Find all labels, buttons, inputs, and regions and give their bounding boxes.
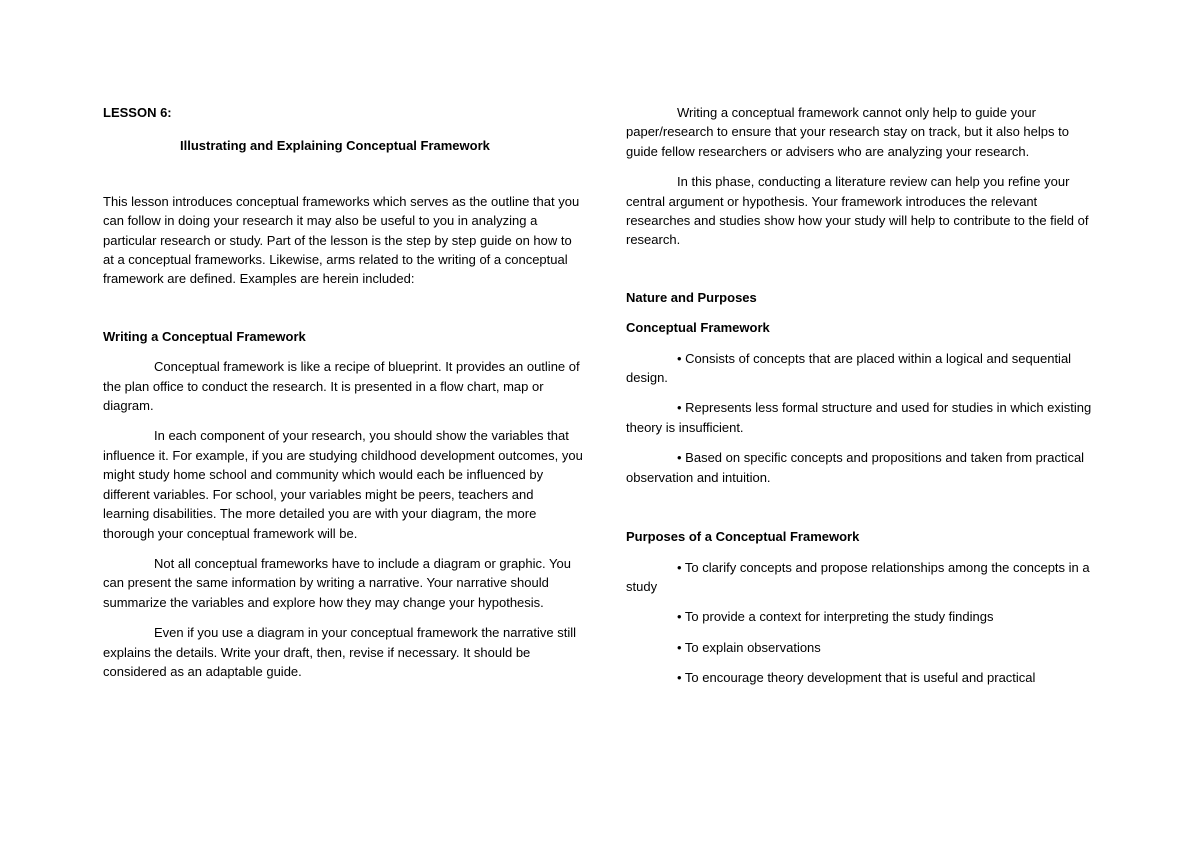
purpose-bullet: • To explain observations [677,639,821,655]
right-column [626,103,1096,688]
intro-paragraph: This lesson introduces conceptual frameworks which serves as the outline that you can follow in doing your research it may also be useful to you in analyzing a particular research or study. Part of the lesson is the step by step guide on how to at a conceptual frameworks. Likewise, arms related to the writing of a conceptual framework are defined. Examples are herein included: [103,193,580,287]
body-paragraph: In each component of your research, you should show the variables that influence it. For example, if you are studying childhood development outcomes, you might study home school and community which would each be influenced by different variables. For school, your variables might be peers, teachers and learning disabilities. The more detailed you are with your diagram, the more thorough your conceptual framework will be. [103,428,583,541]
cf-heading: Conceptual Framework [626,320,770,336]
lesson-label: LESSON 6: [103,105,172,120]
section-heading-writing: Writing a Conceptual Framework [103,328,306,344]
cf-bullet: • Represents less formal structure and used for studies in which existing theory is insufficient. [626,400,1092,435]
purpose-bullet: • To encourage theory development that is useful and practical [677,670,1036,686]
body-paragraph: Conceptual framework is like a recipe of blueprint. It provides an outline of the plan office to conduct the research. It is presented in a flow chart, map or diagram. [103,359,580,414]
body-paragraph: In this phase, conducting a literature review can help you refine your central argument or hypothesis. Your framework introduces the relevant researches and studies show how your study will help to contribute to the field of research. [626,174,1089,248]
body-paragraph: Writing a conceptual framework cannot only help to guide your paper/research to ensure that your research stay on track, but it also helps to guide fellow researchers or advisers who are analyzing your research. [626,105,1069,159]
left-column [103,103,583,681]
lesson-title: Illustrating and Explaining Conceptual Framework [180,138,490,154]
body-paragraph: Even if you use a diagram in your conceptual framework the narrative still explains the details. Write your draft, then, revise if necessary. It should be considered as an adaptable guide. [103,625,576,679]
purposes-heading: Purposes of a Conceptual Framework [626,529,860,545]
cf-bullet: • Consists of concepts that are placed within a logical and sequential design. [626,350,1072,386]
purpose-bullet: • To provide a context for interpreting the study findings [677,609,994,625]
nature-heading: Nature and Purposes [626,289,757,305]
cf-bullet: • Based on specific concepts and propositions and taken from practical observation and intuition. [626,450,1085,485]
purpose-bullet: • To clarify concepts and propose relationships among the concepts in a study [626,559,1090,594]
body-paragraph: Not all conceptual frameworks have to include a diagram or graphic. You can present the same information by writing a narrative. Your narrative should summarize the variables and explore how they may change your hypothesis. [103,555,571,610]
